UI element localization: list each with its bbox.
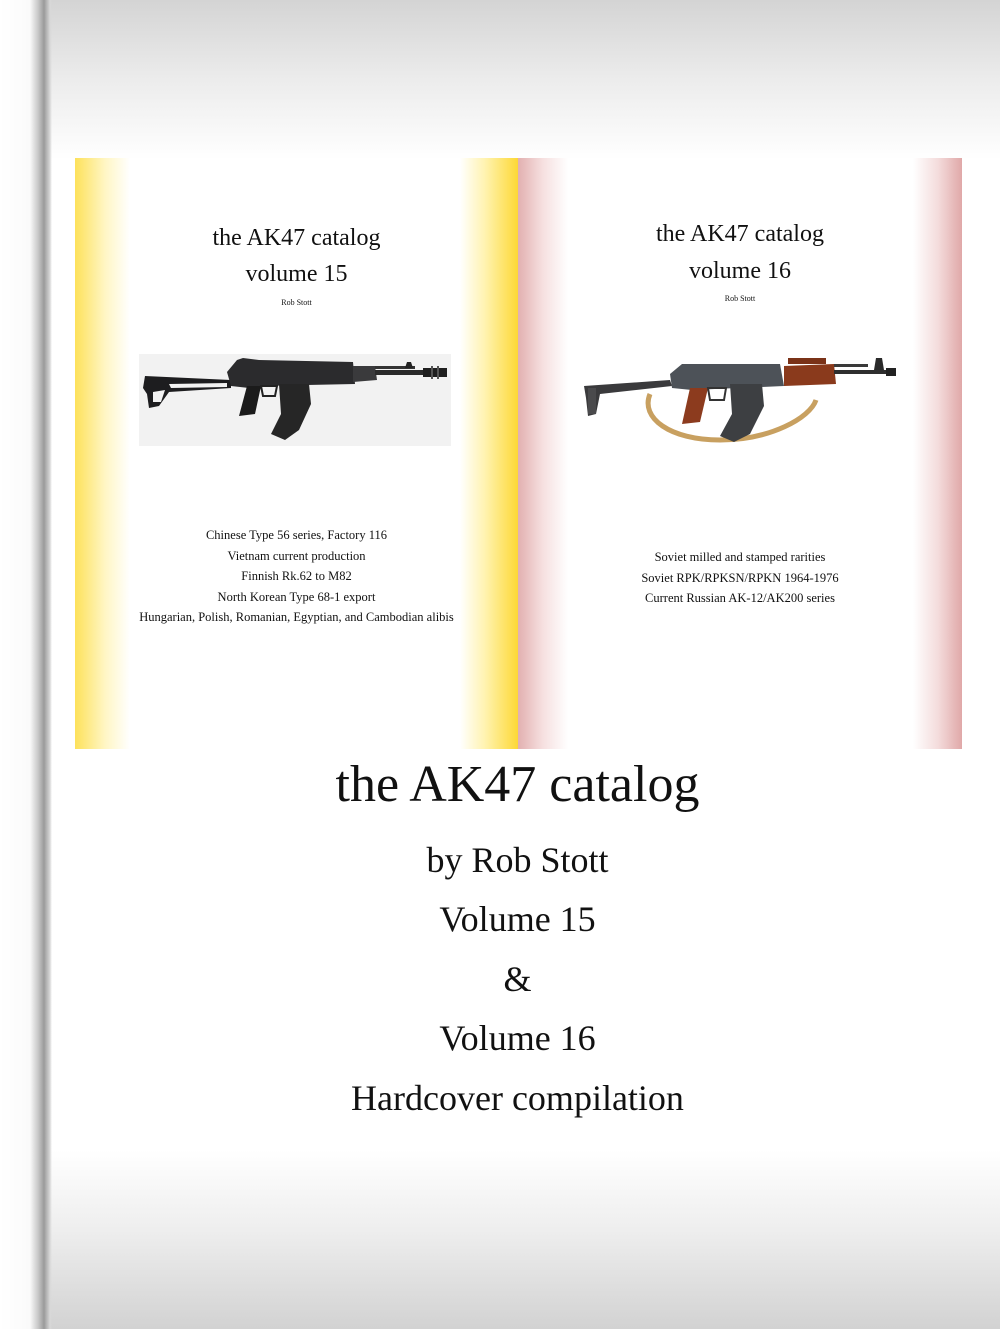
main-title: the AK47 catalog xyxy=(335,756,700,813)
volume-15-description xyxy=(75,525,518,628)
volume-15-author: Rob Stott xyxy=(281,298,312,307)
volume-16-line: Soviet RPK/RPKSN/RPKN 1964-1976 xyxy=(641,570,839,585)
main-volume-15: Volume 15 xyxy=(439,899,596,939)
volume-16-subtitle: volume 16 xyxy=(689,258,791,284)
volume-15-line: Finnish Rk.62 to M82 xyxy=(241,569,352,584)
volume-15-line: Hungarian, Polish, Romanian, Egyptian, and Cambodian alibis xyxy=(139,610,454,625)
main-ampersand: & xyxy=(503,959,532,999)
volume-16-description xyxy=(518,547,962,609)
main-volume-16: Volume 16 xyxy=(439,1018,596,1058)
volume-15-line: Chinese Type 56 series, Factory 116 xyxy=(205,528,388,542)
volume-16-title: the AK47 catalog xyxy=(656,221,824,247)
main-edition: Hardcover compilation xyxy=(351,1078,684,1118)
volume-15-cover xyxy=(75,158,518,749)
volume-15-line: Vietnam current production xyxy=(227,548,366,563)
volume-16-line: Soviet milled and stamped rarities xyxy=(654,550,826,564)
rifle-image-volume-15 xyxy=(139,354,451,446)
book-spine-shadow xyxy=(0,0,52,1329)
volume-16-author: Rob Stott xyxy=(724,294,756,303)
volume-16-line: Current Russian AK-12/AK200 series xyxy=(645,591,835,606)
volume-15-title: the AK47 catalog xyxy=(212,225,381,251)
volume-15-line: North Korean Type 68-1 export xyxy=(217,589,376,604)
main-byline: by Rob Stott xyxy=(426,840,609,880)
rifle-image-volume-16 xyxy=(580,348,900,456)
volume-16-cover xyxy=(518,158,962,749)
volume-15-subtitle: volume 15 xyxy=(245,261,348,287)
